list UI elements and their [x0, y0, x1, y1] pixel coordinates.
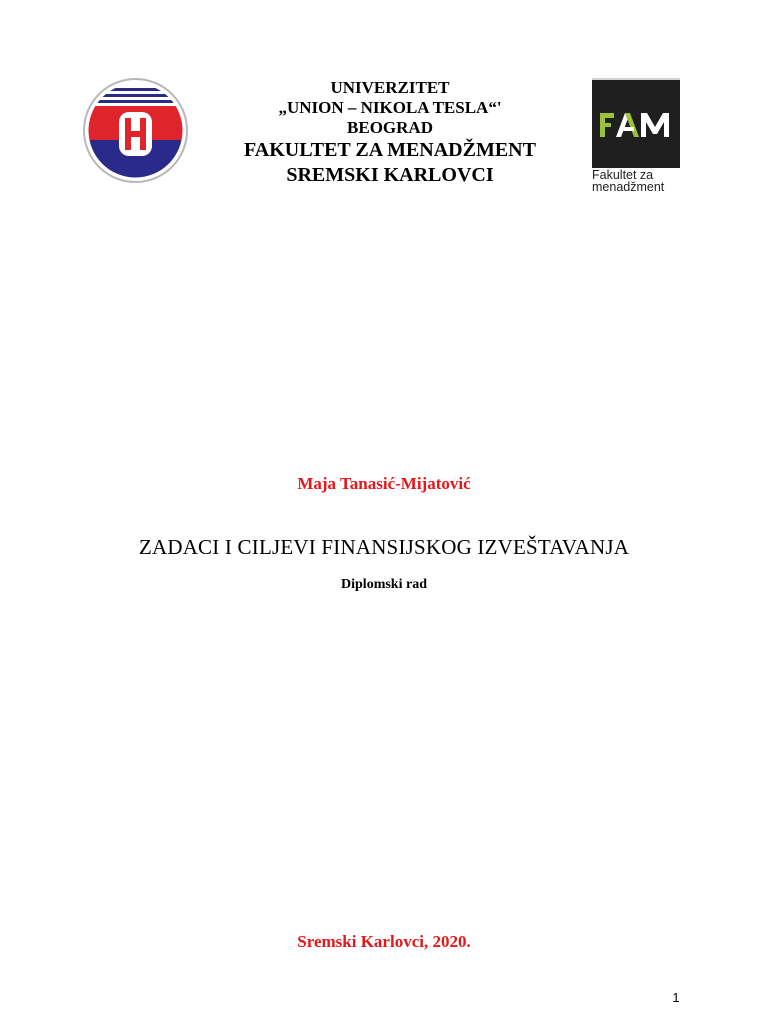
fam-logo-icon [590, 78, 682, 198]
university-name: „UNION – NIKOLA TESLA“' [278, 98, 502, 117]
place-and-date: Sremski Karlovci, 2020. [297, 932, 471, 951]
university-label: UNIVERZITET [330, 78, 450, 97]
fam-tagline-line2: menadžment [592, 180, 665, 194]
faculty-name: FAKULTET ZA MENADŽMENT [244, 139, 536, 161]
page-number: 1 [672, 990, 680, 1005]
institution-header [190, 78, 590, 188]
fam-logo-mark [592, 78, 680, 168]
university-city: BEOGRAD [347, 118, 433, 137]
thesis-type: Diplomski rad [341, 577, 427, 592]
thesis-title: ZADACI I CILJEVI FINANSIJSKOG IZVEŠTAVANJA [138, 535, 630, 559]
university-emblem-icon [83, 78, 188, 183]
fam-tagline-line1: Fakultet za [592, 168, 654, 182]
author-name: Maja Tanasić-Mijatović [297, 474, 471, 493]
faculty-city: SREMSKI KARLOVCI [286, 164, 494, 186]
fam-logo-tagline [592, 169, 684, 193]
